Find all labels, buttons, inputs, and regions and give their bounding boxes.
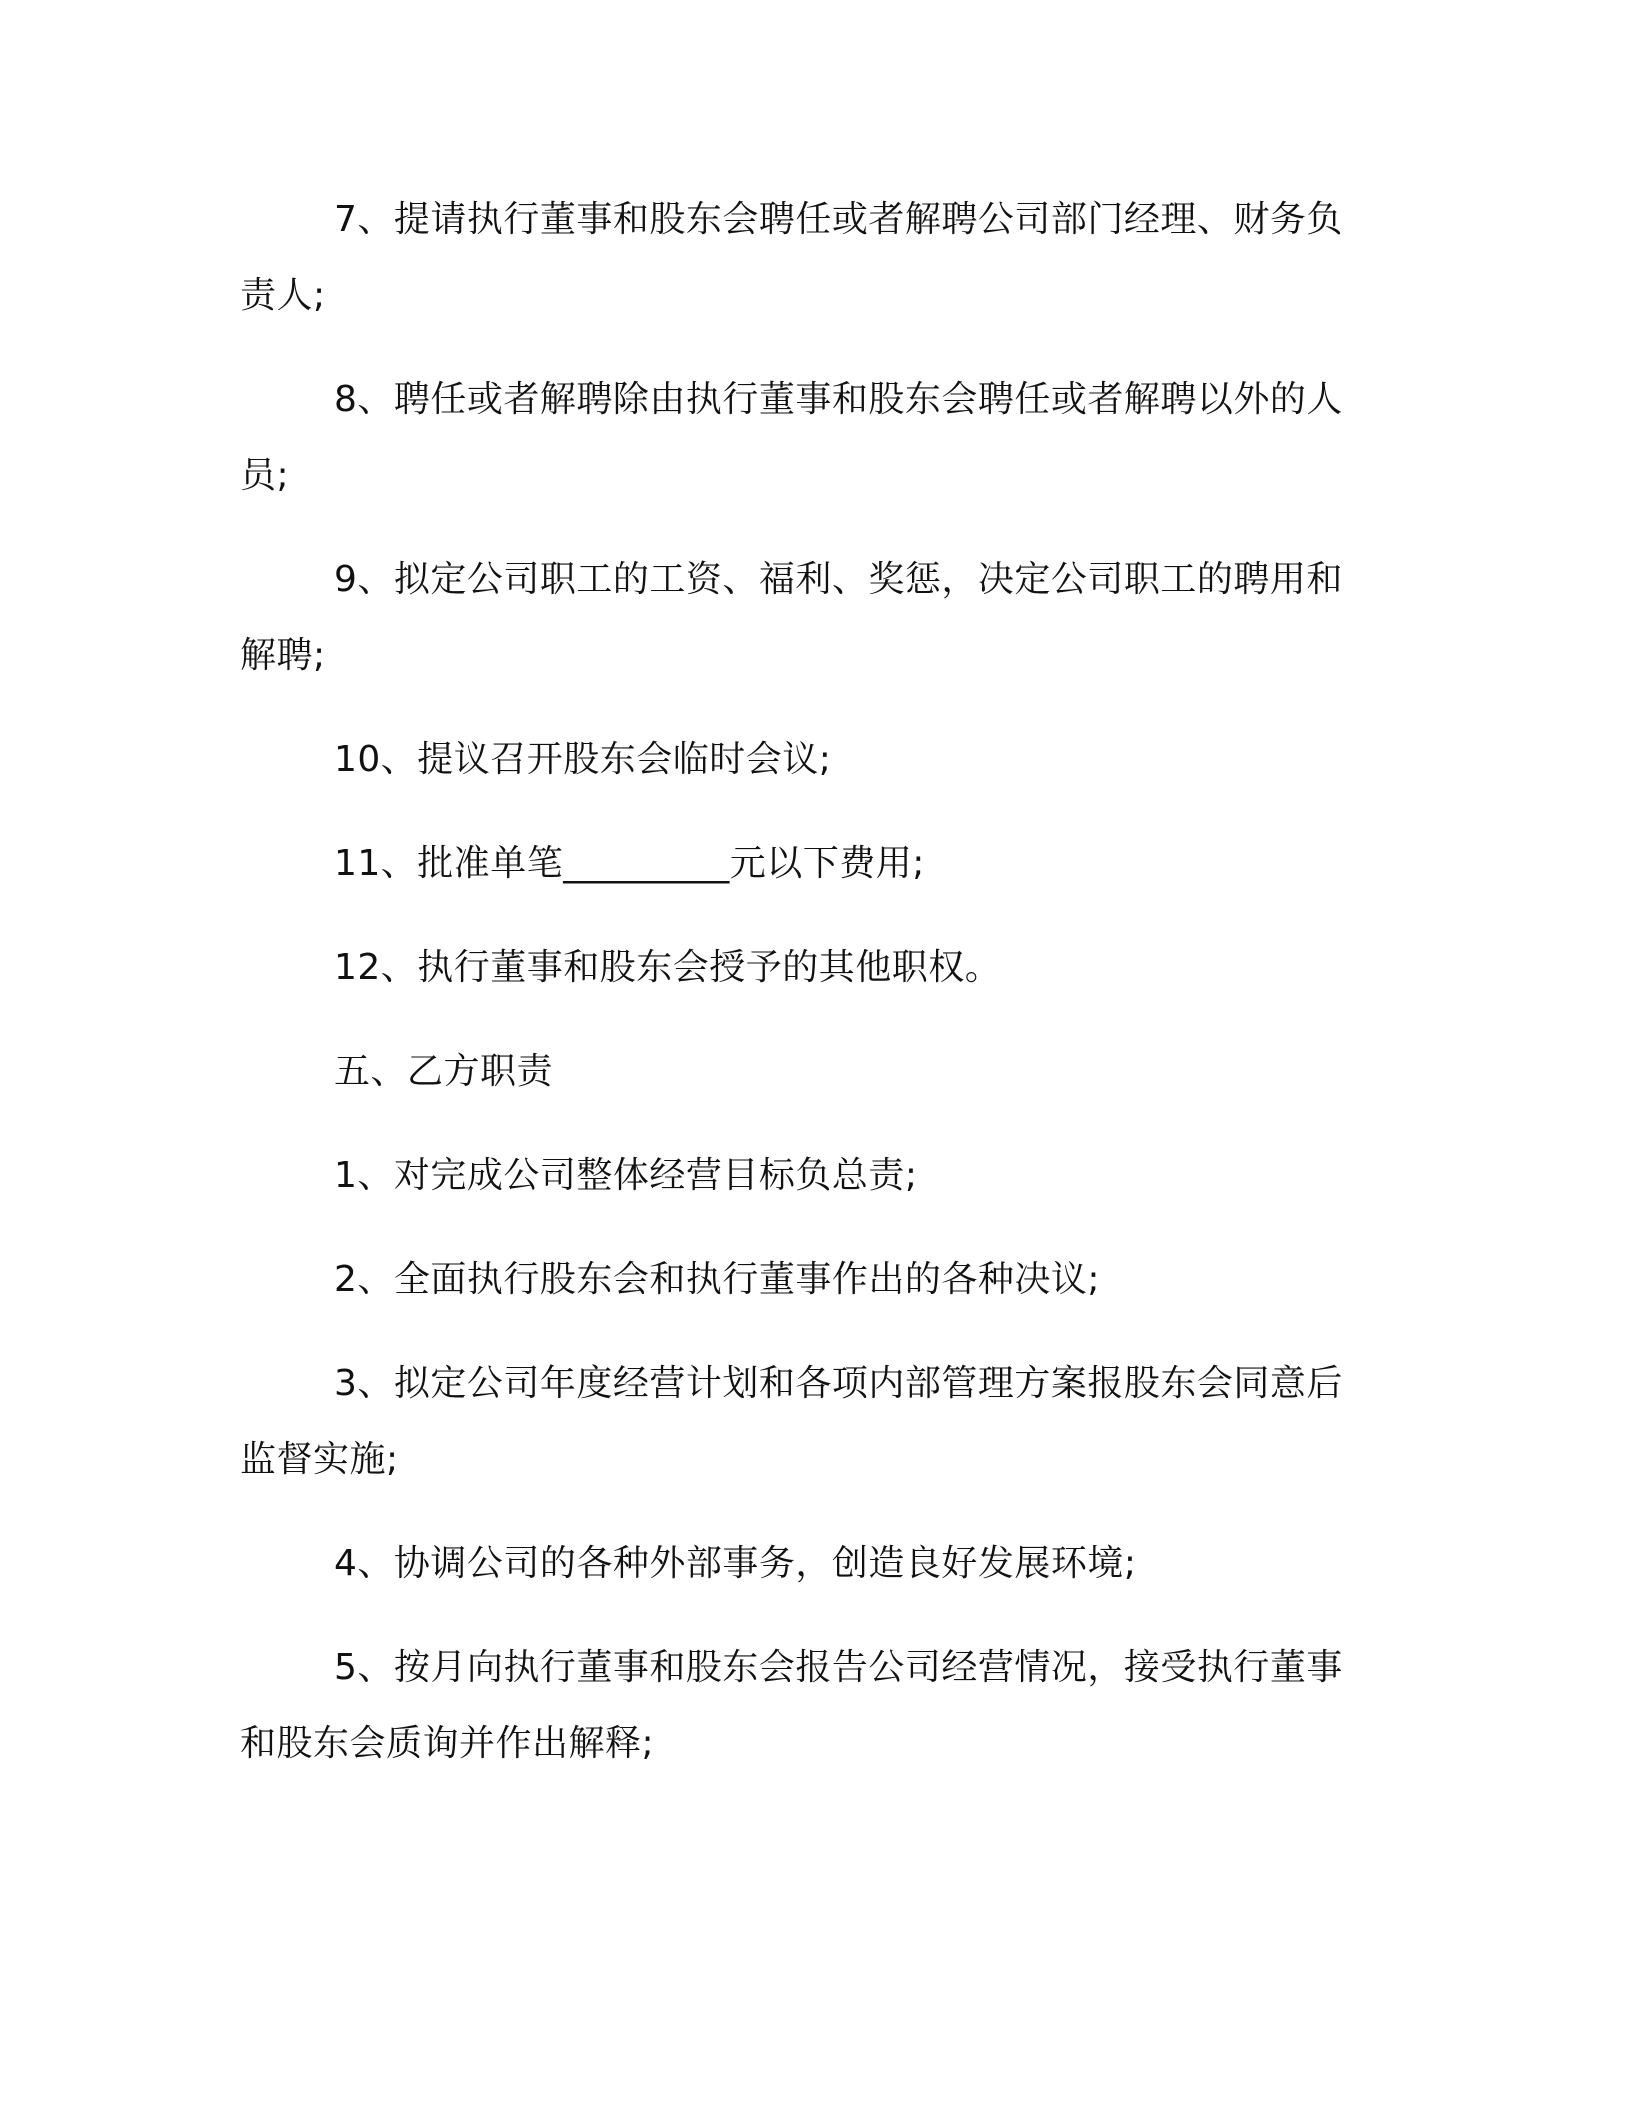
paragraph-duty-3 bbox=[240, 1346, 1370, 1498]
document-body bbox=[240, 182, 1370, 1782]
paragraph-item-12 bbox=[240, 930, 1370, 1006]
paragraph-line: 7、提请执行董事和股东会聘任或者解聘公司部门经理、财务负 bbox=[334, 199, 1343, 240]
paragraph-line: 10、提议召开股东会临时会议; bbox=[334, 739, 832, 780]
paragraph-line: 解聘; bbox=[240, 635, 326, 676]
paragraph-duty-1 bbox=[240, 1138, 1370, 1214]
paragraph-item-9 bbox=[240, 542, 1370, 694]
paragraph-line: 8、聘任或者解聘除由执行董事和股东会聘任或者解聘以外的人 bbox=[334, 379, 1343, 420]
paragraph-duty-4 bbox=[240, 1526, 1370, 1602]
paragraph-item-11 bbox=[240, 826, 1370, 902]
paragraph-item-10 bbox=[240, 722, 1370, 798]
paragraph-item-7 bbox=[240, 182, 1370, 334]
section-heading bbox=[240, 1034, 1370, 1110]
paragraph-line: 和股东会质询并作出解释; bbox=[240, 1723, 655, 1764]
paragraph-line: 12、执行董事和股东会授予的其他职权。 bbox=[334, 947, 1002, 988]
section-heading-text: 五、乙方职责 bbox=[334, 1051, 554, 1092]
paragraph-line: 责人; bbox=[240, 275, 326, 316]
paragraph-line: 2、全面执行股东会和执行董事作出的各种决议; bbox=[334, 1259, 1101, 1300]
paragraph-line: 4、协调公司的各种外部事务，创造良好发展环境; bbox=[334, 1543, 1137, 1584]
paragraph-duty-5 bbox=[240, 1630, 1370, 1782]
paragraph-line: 监督实施; bbox=[240, 1439, 399, 1480]
paragraph-line: 5、按月向执行董事和股东会报告公司经营情况，接受执行董事 bbox=[334, 1647, 1343, 1688]
paragraph-item-8 bbox=[240, 362, 1370, 514]
paragraph-line: 3、拟定公司年度经营计划和各项内部管理方案报股东会同意后 bbox=[334, 1363, 1343, 1404]
paragraph-line: 11、批准单笔_________元以下费用; bbox=[334, 843, 925, 884]
paragraph-line: 9、拟定公司职工的工资、福利、奖惩，决定公司职工的聘用和 bbox=[334, 559, 1343, 600]
paragraph-line: 1、对完成公司整体经营目标负总责; bbox=[334, 1155, 918, 1196]
paragraph-duty-2 bbox=[240, 1242, 1370, 1318]
paragraph-line: 员; bbox=[240, 455, 290, 496]
